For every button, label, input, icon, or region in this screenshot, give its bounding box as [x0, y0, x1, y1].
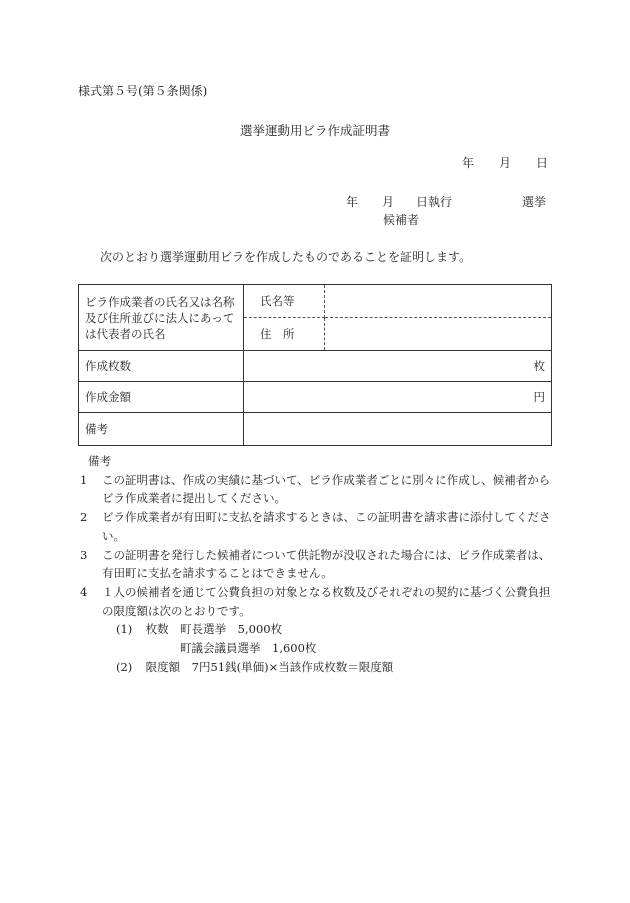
maker-fields — [244, 285, 552, 351]
note-number: 4 — [80, 584, 88, 599]
count-field[interactable] — [244, 351, 552, 382]
date-day: 日 — [536, 156, 549, 170]
address-label: 住 所 — [244, 318, 325, 351]
remarks-field[interactable] — [244, 413, 552, 446]
exec-year: 年 — [346, 195, 359, 209]
amount-unit: 円 — [533, 390, 545, 404]
date-month: 月 — [499, 156, 512, 170]
notes-section — [78, 452, 558, 676]
note-item — [78, 583, 558, 620]
candidate-label: 候補者 — [383, 213, 420, 227]
note-number: 1 — [80, 472, 88, 487]
note-item — [78, 546, 558, 583]
note-text: この証明書を発行した候補者について供託物が没収された場合には、ビラ作成業者は、有田町に支払を請求することはできません。 — [102, 547, 551, 581]
note-number: 2 — [80, 510, 88, 525]
election-name: 選挙 — [522, 195, 547, 209]
count-label: 作成枚数 — [79, 351, 244, 382]
amount-field[interactable] — [244, 382, 552, 413]
name-field[interactable] — [325, 285, 552, 318]
document-title: 選挙運動用ビラ作成証明書 — [239, 123, 390, 138]
amount-label: 作成金額 — [79, 382, 244, 413]
address-field[interactable] — [325, 318, 552, 351]
note-number: 3 — [80, 547, 88, 562]
note-item — [78, 471, 558, 508]
notes-heading: 備考 — [88, 454, 111, 468]
limit-amount-text: 限度額 7円51銭(単価)×当該作成枚数＝限度額 — [145, 659, 394, 674]
date-year: 年 — [462, 156, 475, 170]
sub-item-label: 枚数 — [145, 622, 169, 637]
note-text: １人の候補者を通じて公費負担の対象となる枚数及びそれぞれの契約に基づく公費負担の限度額は次のとおりです。 — [102, 584, 551, 618]
sub-item-key: (2) — [116, 659, 133, 674]
note-text: この証明書は、作成の実績に基づいて、ビラ作成業者ごとに別々に作成し、候補者からビラ作成業者に提出してください。 — [102, 472, 551, 506]
exec-month: 月 — [382, 195, 395, 209]
name-label: 氏名等 — [244, 285, 325, 318]
maker-label: ビラ作成業者の氏名又は名称及び住所並びに法人にあっては代表者の氏名 — [79, 285, 244, 351]
note-item — [78, 508, 558, 545]
sub-item-key: (1) — [116, 622, 133, 637]
intro-text: 次のとおり選挙運動用ビラを作成したものであることを証明します。 — [100, 250, 472, 264]
exec-day: 日執行 — [416, 195, 453, 209]
remarks-label: 備考 — [79, 413, 244, 446]
mayor-election-count: 町長選挙 5,000枚 — [180, 622, 283, 637]
limit-count-item — [78, 620, 558, 639]
count-unit: 枚 — [533, 359, 545, 373]
council-election-count: 町議会議員選挙 1,600枚 — [180, 641, 317, 656]
form-number: 様式第５号(第５条関係) — [78, 84, 208, 98]
limit-amount-item — [78, 658, 558, 677]
note-text: ビラ作成業者が有田町に支払を請求するときは、この証明書を請求書に添付してください。 — [102, 510, 551, 543]
certificate-table — [78, 284, 552, 446]
